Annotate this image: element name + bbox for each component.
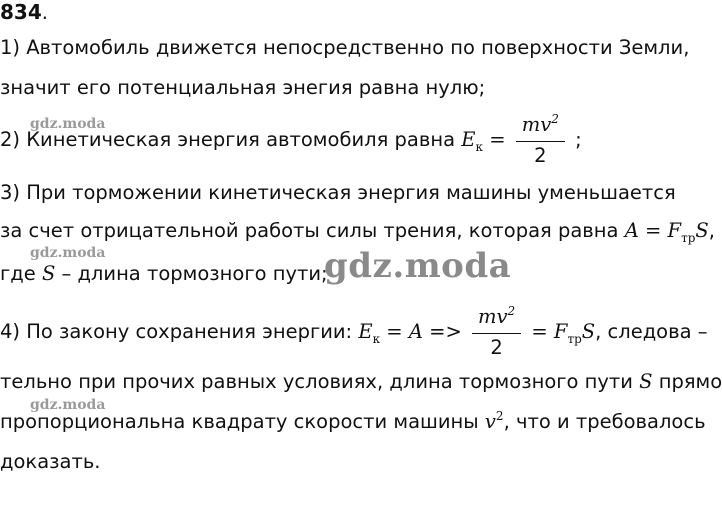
p4-E-sub: к <box>372 332 381 346</box>
p4-E: E <box>358 320 373 343</box>
p2-eq: = <box>483 128 512 151</box>
p2-E-sub: к <box>475 140 484 154</box>
p2-fraction <box>516 113 565 168</box>
p3-line3-b: – длина тормозного пути; <box>55 262 328 285</box>
p2-frac-den: 2 <box>534 144 547 167</box>
p4-frac-num <box>472 305 521 334</box>
p3-comma: , <box>708 219 715 242</box>
p2-text: 2) Кинетическая энергия автомобиля равна <box>0 128 462 151</box>
p4-fraction <box>472 305 521 360</box>
p1-line2: значит его потенциальная энегия равна нулю; <box>0 76 486 99</box>
p2-end: ; <box>568 128 582 151</box>
p4-eq1: = <box>380 320 409 343</box>
watermark-small-2: gdz.moda <box>30 245 106 261</box>
watermark-large: gdz.moda <box>324 246 512 286</box>
p4-line2-b: прямо <box>652 370 722 393</box>
p3-line2-text: за счет отрицательной работы силы трения, которая равна <box>0 219 625 242</box>
watermark-small-1: gdz.moda <box>30 116 106 132</box>
p4-F: F <box>553 320 568 343</box>
p3-eq: = <box>638 219 668 242</box>
p4-line3-sq: 2 <box>495 409 504 423</box>
problem-number-dot: . <box>41 1 48 24</box>
p2-line <box>0 113 582 168</box>
problem-number <box>0 0 48 25</box>
p3-line3-S: S <box>41 262 56 285</box>
p2-E: E <box>461 128 476 151</box>
p4-line2 <box>0 370 722 394</box>
p4-text: 4) По закону сохранения энергии: <box>0 320 359 343</box>
p2-frac-num-text: mv <box>521 113 552 136</box>
p2-frac-sq: 2 <box>551 112 559 126</box>
p4-line3-v: v <box>484 410 496 433</box>
watermark-small-3: gdz.moda <box>30 397 106 413</box>
p4-A: A <box>408 320 423 343</box>
p4-F-sub: тр <box>567 332 582 346</box>
p4-line2-S: S <box>639 370 653 393</box>
p3-S: S <box>695 219 709 242</box>
p3-line3-a: где <box>0 262 42 285</box>
p4-eq2: = <box>525 320 554 343</box>
p2-frac-num <box>516 113 565 142</box>
p4-line2-a: тельно при прочих равных условиях, длина тормозного пути <box>0 370 640 393</box>
p4-frac-num-text: mv <box>478 305 508 328</box>
p3-F: F <box>667 219 682 242</box>
p3-F-sub: тр <box>681 231 696 245</box>
p3-A: A <box>624 219 639 242</box>
p4-line3 <box>0 410 706 436</box>
p4-S: S <box>581 320 596 343</box>
p4-line3-b: , что и требовалось <box>503 410 706 433</box>
p4-frac-den: 2 <box>490 336 503 359</box>
p4-arrow: => <box>422 320 468 343</box>
p3-line3 <box>0 262 328 286</box>
p4-line3-a: пропорциональна квадрату скорости машины <box>0 410 485 433</box>
p3-line1: 3) При торможении кинетическая энергия машины уменьшается <box>0 181 676 204</box>
p4-line1 <box>0 305 708 360</box>
p1-line1: 1) Автомобиль движется непосредственно по поверхности Земли, <box>0 36 690 59</box>
p4-line4: доказать. <box>0 450 101 473</box>
problem-number-value: 834 <box>0 0 42 24</box>
p3-line2 <box>0 219 715 245</box>
p4-tail: , следова – <box>595 320 708 343</box>
p4-frac-sq: 2 <box>507 304 516 318</box>
